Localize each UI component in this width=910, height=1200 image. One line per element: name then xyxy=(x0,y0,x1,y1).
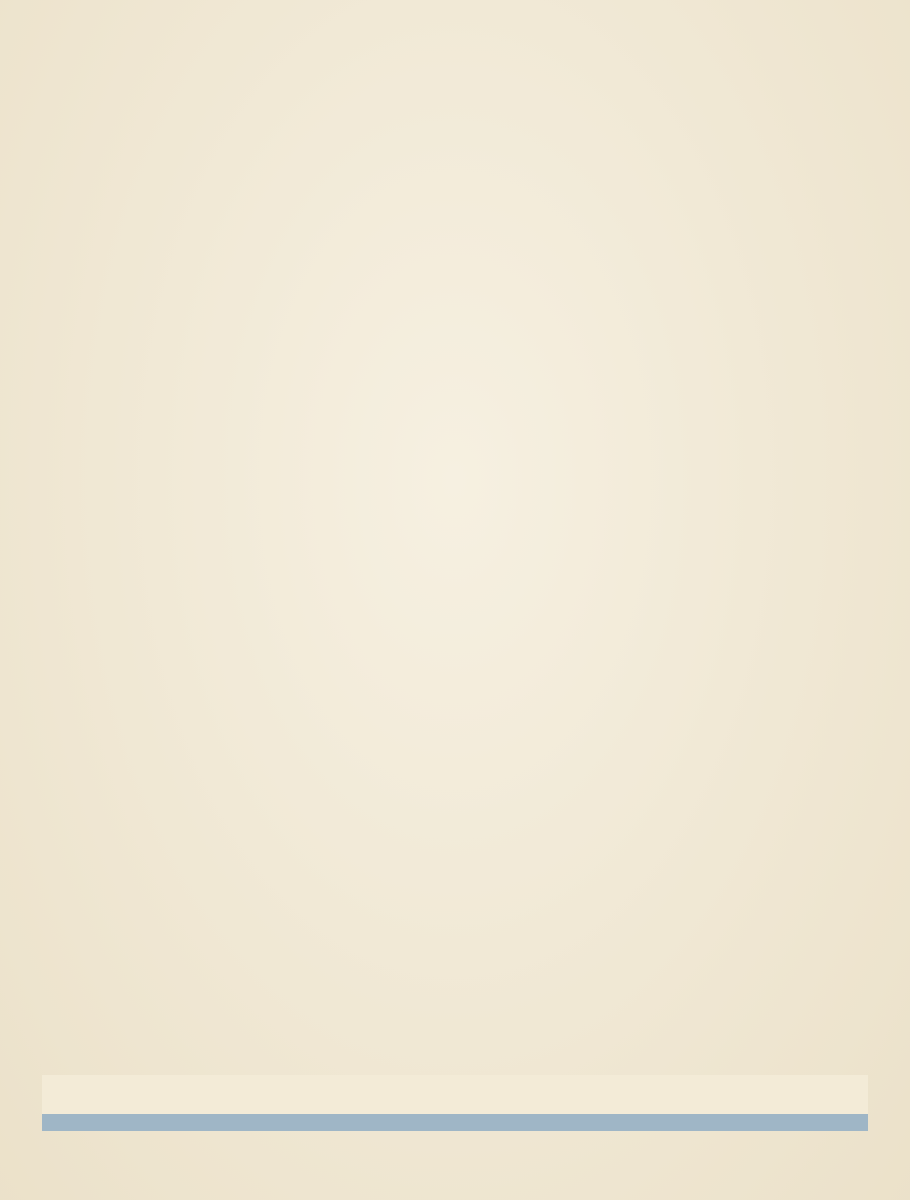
header-ornament xyxy=(55,80,865,135)
footer-ornament xyxy=(42,1075,868,1131)
